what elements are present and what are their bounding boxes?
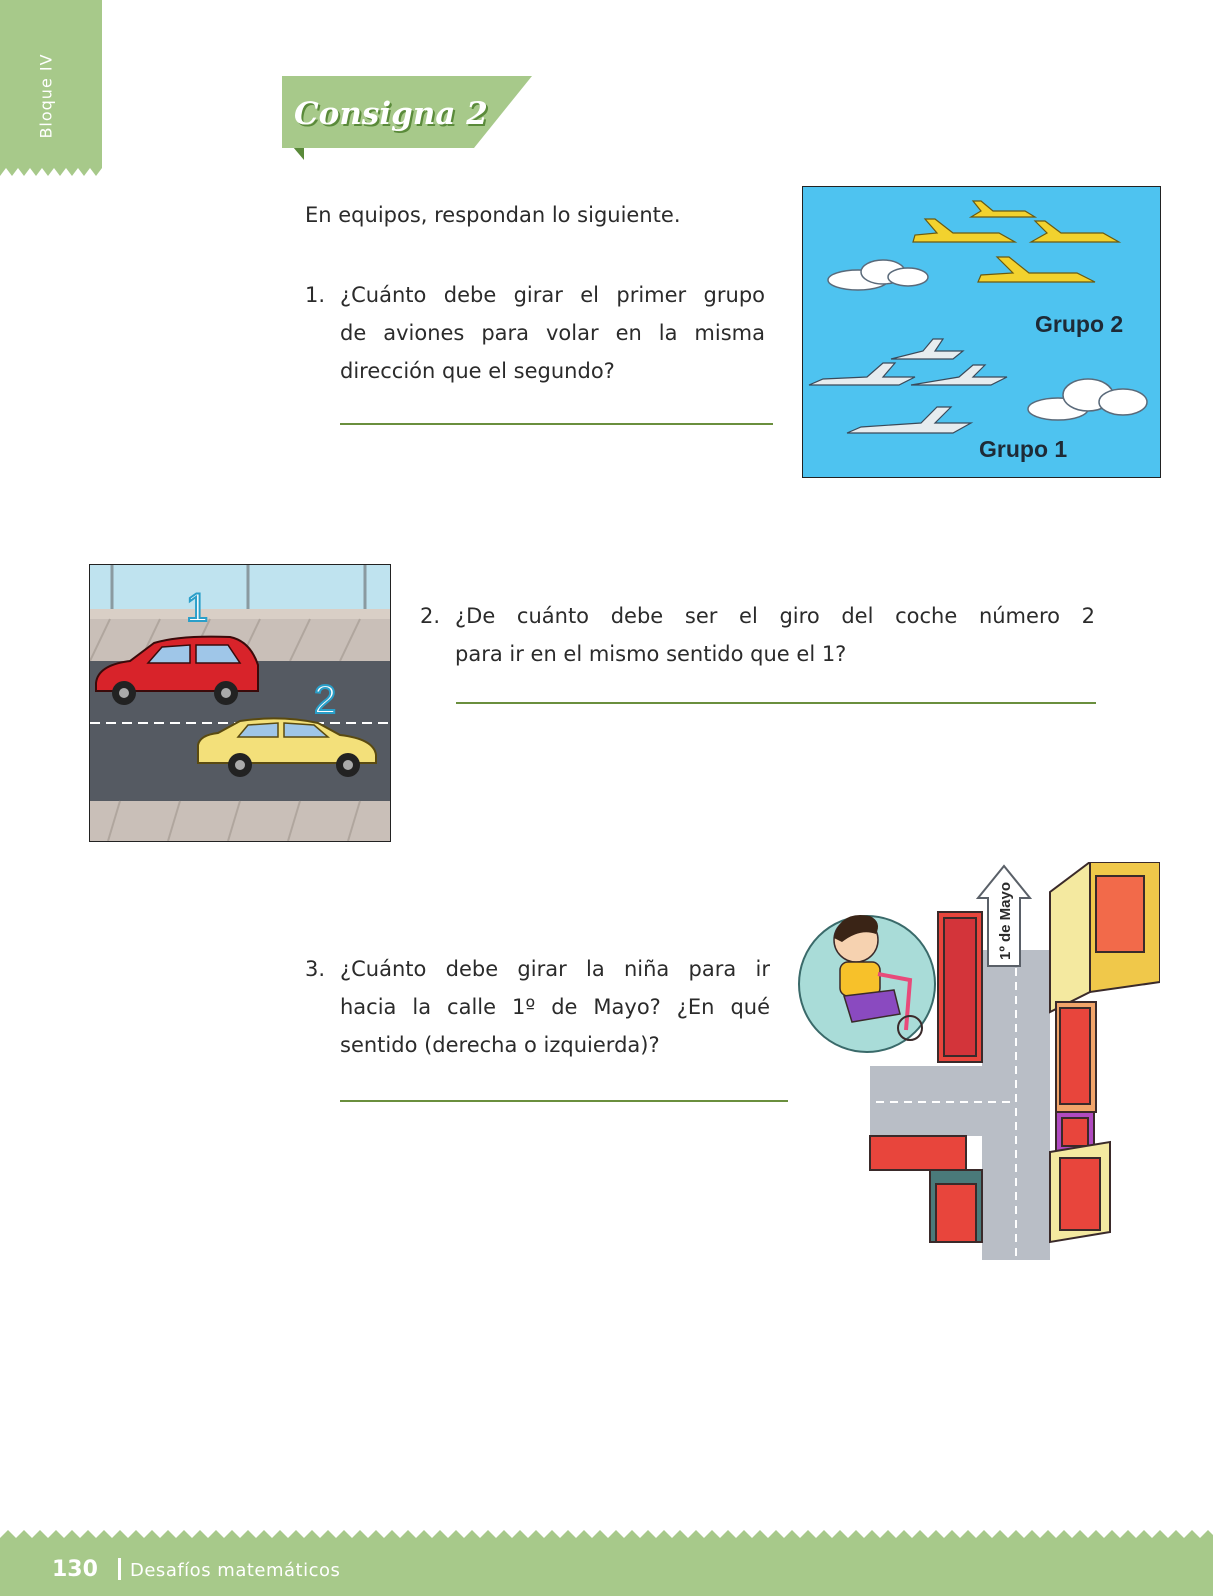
question-2-line-1: ¿De cuánto debe ser el giro del coche número 2: [455, 604, 1095, 628]
book-title: Desafíos matemáticos: [130, 1560, 341, 1581]
streets-figure: [790, 862, 1160, 1262]
right-buildings: [1050, 862, 1160, 1242]
question-1-number: 1.: [305, 283, 326, 307]
girl-on-bike: [799, 915, 935, 1052]
cars-scene: [90, 565, 390, 841]
question-3-line-2: hacia la calle 1º de Mayo? ¿En qué: [340, 995, 770, 1019]
question-1: [305, 276, 765, 390]
footer-separator: [118, 1558, 121, 1580]
question-3-line-1: ¿Cuánto debe girar la niña para ir: [340, 957, 770, 981]
street-label: 1º de Mayo: [997, 881, 1014, 960]
question-1-line-2: de aviones para volar en la misma: [340, 321, 765, 345]
question-3: [305, 950, 770, 1064]
planes-scene: [803, 187, 1160, 477]
car-2-label: 2: [314, 678, 337, 722]
yellow-jet-icon: [913, 201, 1119, 282]
side-tab-zigzag: [0, 160, 102, 176]
question-2: [420, 597, 1095, 673]
footer-zigzag: [0, 1530, 1213, 1546]
answer-line-3[interactable]: [340, 1100, 788, 1102]
group-1-label: Grupo 1: [979, 436, 1068, 462]
grey-jet-icon: [809, 339, 1007, 433]
question-2-number: 2.: [420, 604, 441, 628]
page-number: 130: [52, 1557, 98, 1582]
question-1-line-1: ¿Cuánto debe girar el primer grupo: [340, 283, 765, 307]
question-3-number: 3.: [305, 957, 326, 981]
car-1-label: 1: [186, 586, 209, 630]
question-1-line-3: dirección que el segundo?: [340, 359, 615, 383]
answer-line-2[interactable]: [456, 702, 1096, 704]
answer-line-1[interactable]: [340, 423, 773, 425]
side-tab-label: Bloque IV: [36, 53, 56, 139]
cloud-icon: [828, 260, 928, 290]
group-2-label: Grupo 2: [1035, 311, 1124, 337]
question-2-line-2: para ir en el mismo sentido que el 1?: [455, 642, 847, 666]
planes-figure: [802, 186, 1161, 478]
shop-window: [90, 565, 390, 609]
heading-title: Consigna 2: [294, 96, 488, 132]
cloud-icon: [1028, 379, 1147, 420]
question-3-line-3: sentido (derecha o izquierda)?: [340, 1033, 660, 1057]
cars-figure: [89, 564, 391, 842]
intro-text: En equipos, respondan lo siguiente.: [305, 203, 681, 227]
